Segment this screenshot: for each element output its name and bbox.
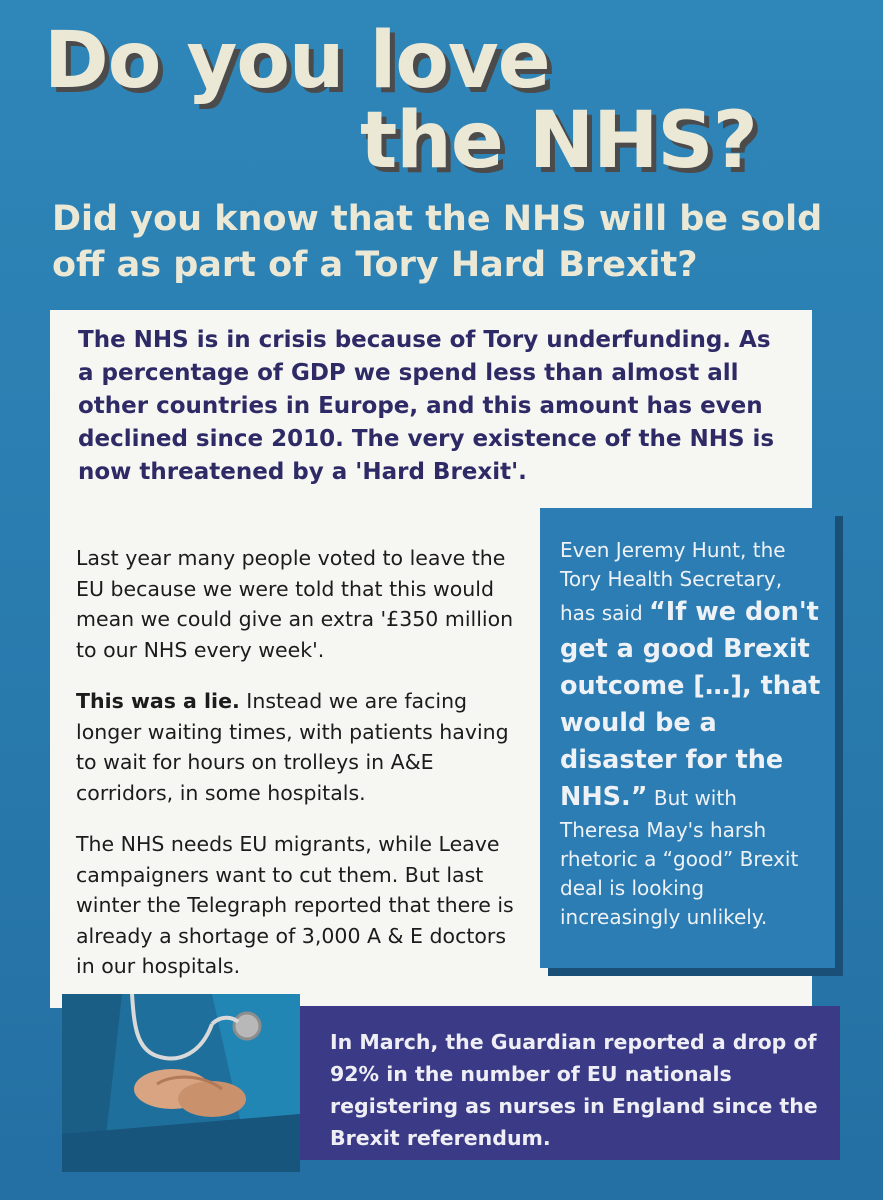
quote-box — [540, 508, 835, 968]
subheadline: Did you know that the NHS will be sold off as part of a Tory Hard Brexit? — [52, 199, 823, 285]
paragraph-lie — [76, 686, 516, 808]
hunt-quote: “If we don't get a good Brexit outcome […], that would be a disaster for the NHS.” — [560, 597, 821, 812]
paragraph-eu-migrants: The NHS needs EU migrants, while Leave campaigners want to cut them. But last winter the Telegraph reported that there is already a shortage of 3,000 A & E doctors in our hospitals. — [76, 832, 514, 978]
nurse-photo — [62, 994, 300, 1172]
lead-paragraph: The NHS is in crisis because of Tory underfunding. As a percentage of GDP we spend less than almost all other countries in Europe, and this amount has even declined since 2010. The very existence of the NHS is now threatened by a 'Hard Brexit'. — [78, 327, 775, 485]
paragraph-350-million: Last year many people voted to leave the EU because we were told that this would mean we could give an extra '£350 million to our NHS every week'. — [76, 546, 514, 662]
guardian-callout: In March, the Guardian reported a drop of 92% in the number of EU nationals registering as nurses in England since the Brexit referendum. — [300, 1006, 840, 1160]
lie-emphasis: This was a lie. — [76, 689, 240, 713]
nurse-illustration — [62, 994, 300, 1172]
lie-rest: Instead we are facing longer waiting times, with patients having to wait for hours on trolleys in A&E corridors, in some hospitals. — [76, 689, 509, 805]
quote-intro: Even Jeremy Hunt, the Tory Health Secretary, has said — [560, 538, 786, 625]
headline-line-2: the NHS? — [360, 96, 757, 186]
quote-outro: But with Theresa May's harsh rhetoric a “good” Brexit deal is looking increasingly unlikely. — [560, 786, 799, 929]
headline-line-1: Do you love — [44, 16, 550, 106]
